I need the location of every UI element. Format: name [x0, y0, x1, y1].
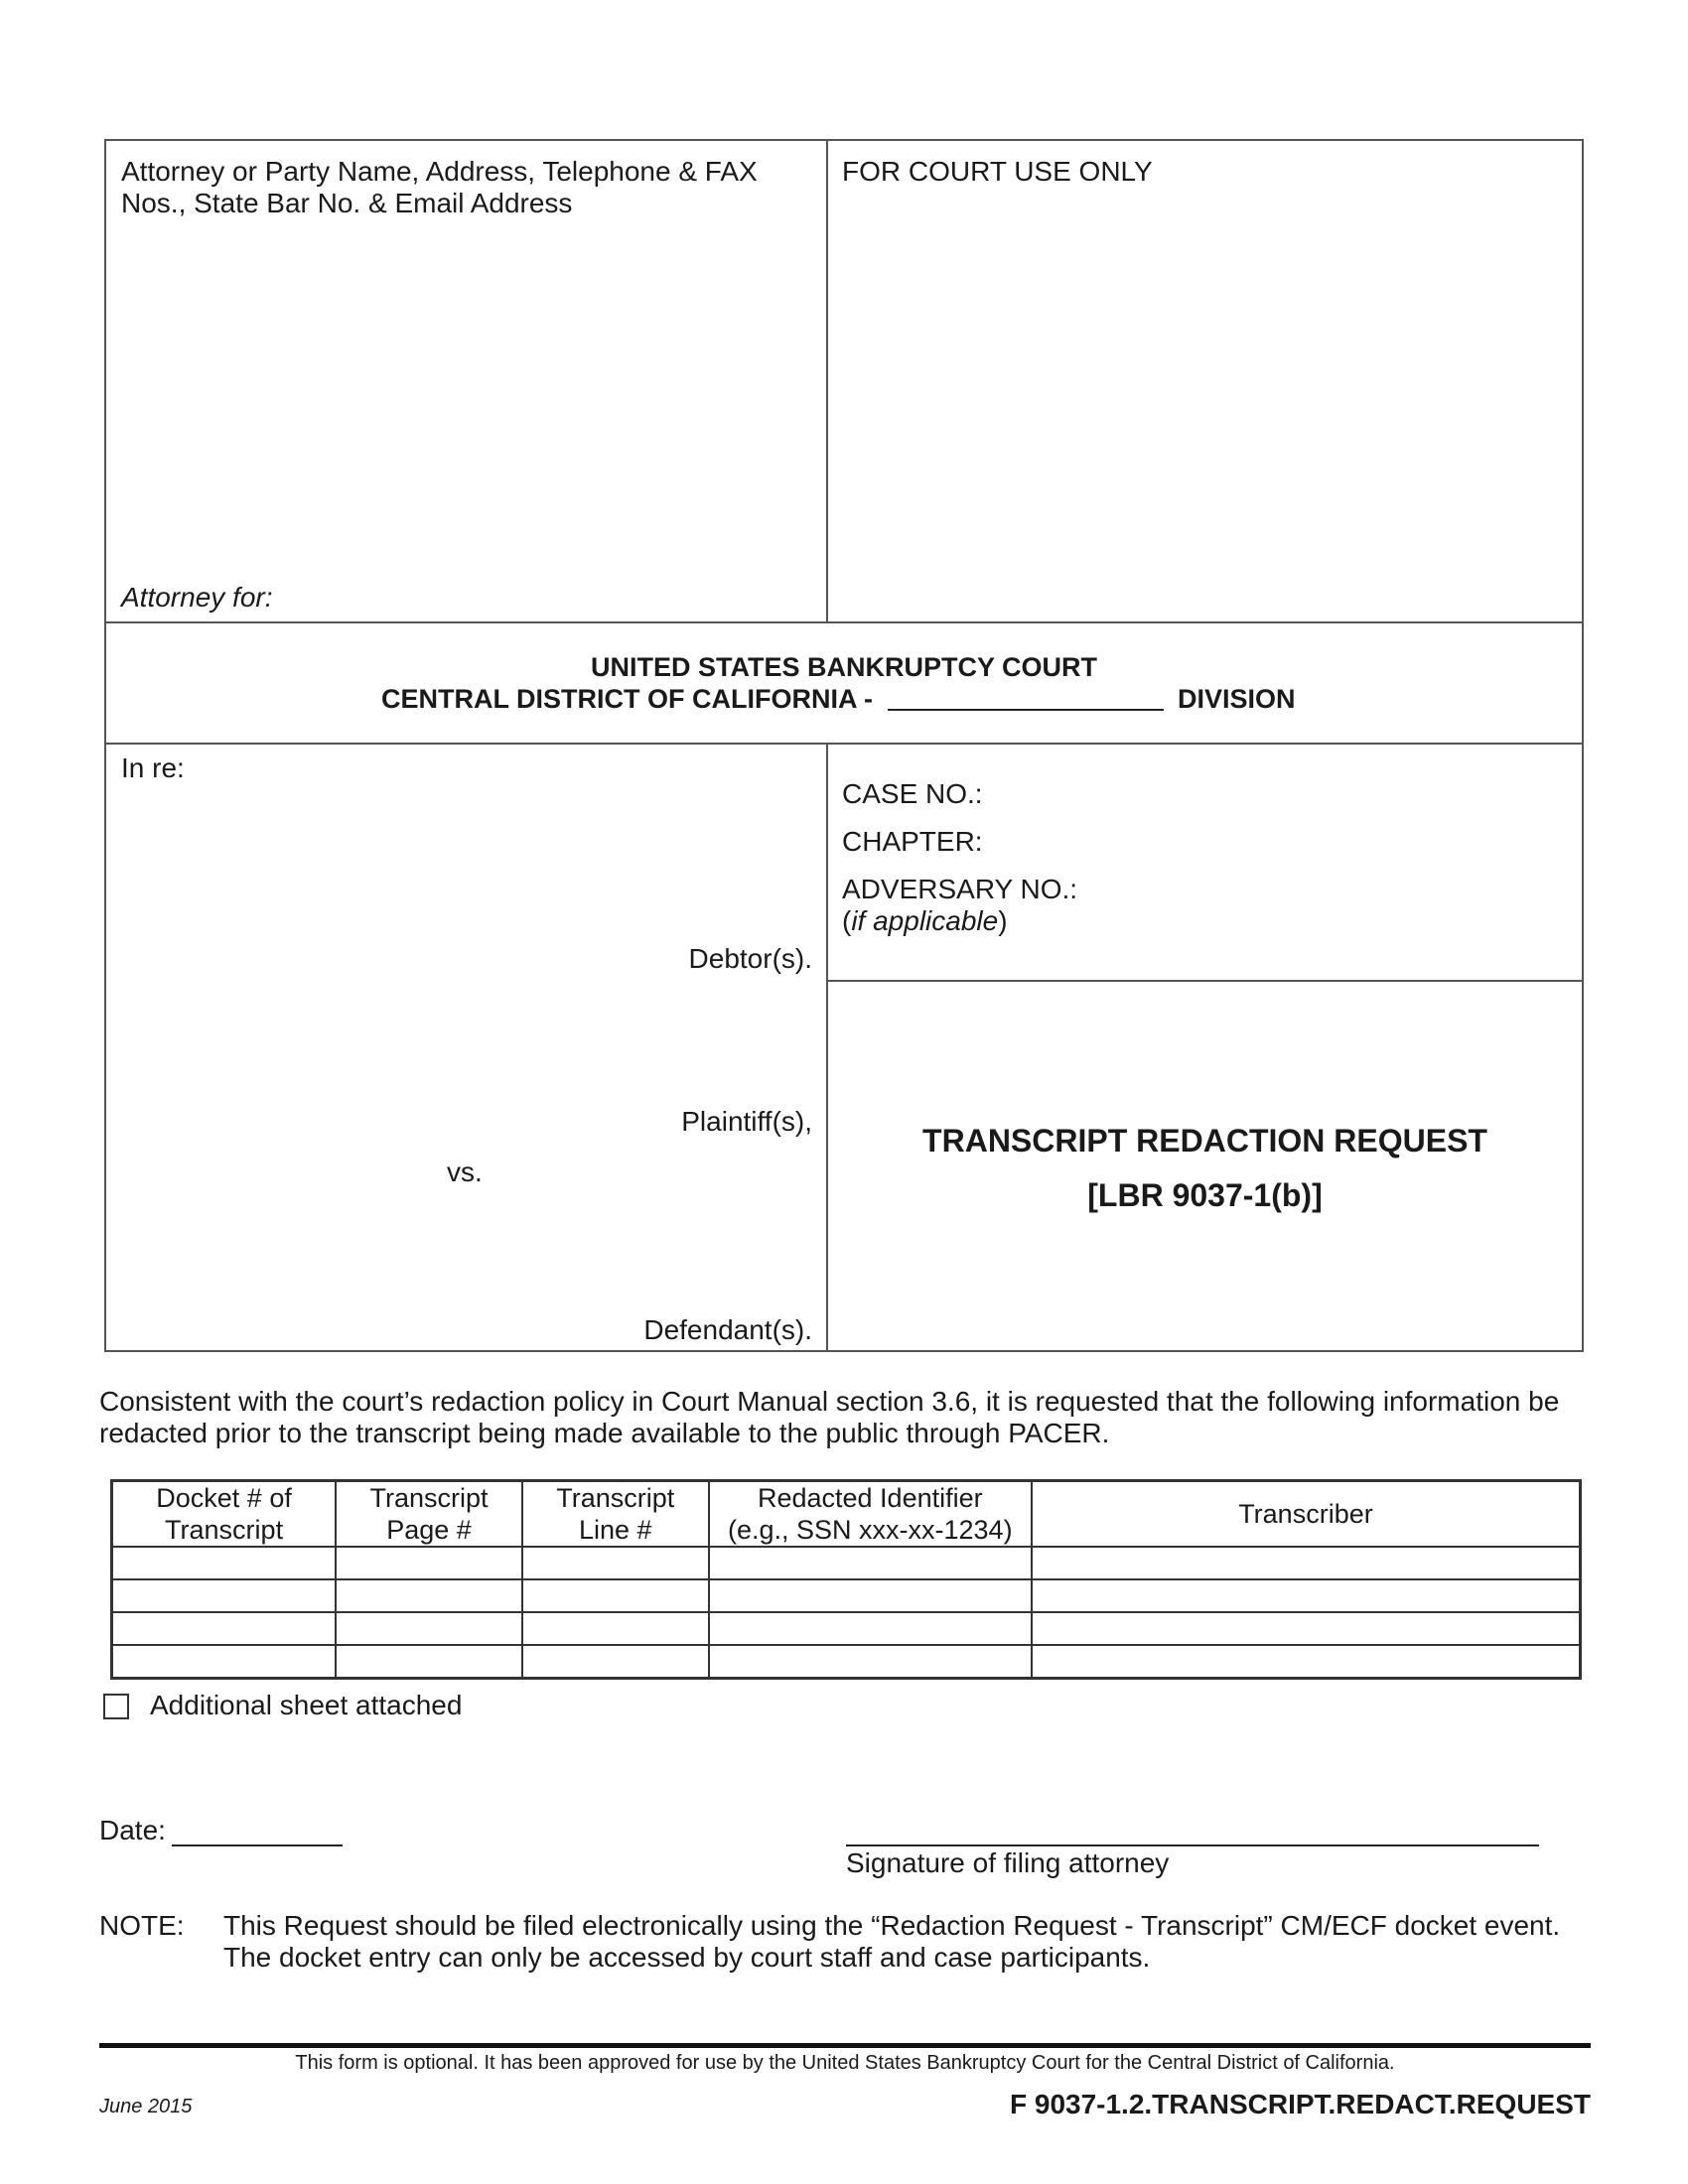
- table-cell[interactable]: [336, 1645, 522, 1679]
- if-applicable-note: [842, 905, 1008, 937]
- col-page-l2: Page #: [386, 1515, 472, 1545]
- caption-hline-3: [826, 980, 1584, 982]
- table-cell[interactable]: [112, 1579, 337, 1612]
- footer-rule: [99, 2043, 1591, 2048]
- table-cell[interactable]: [522, 1547, 709, 1579]
- table-cell[interactable]: [336, 1547, 522, 1579]
- footer-form-id: F 9037-1.2.TRANSCRIPT.REDACT.REQUEST: [1009, 2089, 1591, 2119]
- plaintiffs-label: Plaintiff(s),: [681, 1106, 812, 1137]
- if-applicable-text: if applicable: [851, 905, 999, 936]
- district-line: [381, 683, 1296, 715]
- table-cell[interactable]: [709, 1547, 1032, 1579]
- attorney-label-line2: Nos., State Bar No. & Email Address: [121, 188, 573, 218]
- footer-optional-text: This form is optional. It has been approved for use by the United States Bankruptcy Court for the Central District of California.: [295, 2052, 1395, 2074]
- chapter-label: CHAPTER:: [842, 826, 983, 857]
- col-docket-l2: Transcript: [165, 1515, 284, 1545]
- adversary-no-label: ADVERSARY NO.:: [842, 874, 1078, 904]
- table-cell[interactable]: [1032, 1547, 1581, 1579]
- note-label: NOTE:: [99, 1910, 185, 1941]
- district-suffix: DIVISION: [1178, 684, 1296, 714]
- col-transcriber-header: [1032, 1481, 1581, 1548]
- footer-date: June 2015: [99, 2096, 193, 2117]
- table-cell[interactable]: [522, 1612, 709, 1645]
- col-page-header: [336, 1481, 522, 1548]
- intro-line1: Consistent with the court’s redaction policy in Court Manual section 3.6, it is requested that the following information be: [99, 1386, 1560, 1417]
- table-row: [112, 1612, 1581, 1645]
- table-cell[interactable]: [1032, 1645, 1581, 1679]
- note-line1: This Request should be filed electronically using the “Redaction Request - Transcript” CM/ECF docket event.: [223, 1910, 1561, 1941]
- col-transcriber-l1: Transcriber: [1238, 1499, 1373, 1529]
- table-cell[interactable]: [336, 1579, 522, 1612]
- district-prefix: CENTRAL DISTRICT OF CALIFORNIA -: [381, 684, 873, 714]
- attorney-for-label: Attorney for:: [121, 582, 273, 613]
- if-applicable-open: (: [842, 905, 852, 936]
- col-page-l1: Transcript: [369, 1483, 489, 1513]
- vs-label: vs.: [447, 1157, 483, 1187]
- col-line-l1: Transcript: [556, 1483, 675, 1513]
- form-rule: [LBR 9037-1(b)]: [1087, 1177, 1323, 1213]
- table-cell[interactable]: [1032, 1579, 1581, 1612]
- intro-line2: redacted prior to the transcript being made available to the public through PACER.: [99, 1418, 1110, 1448]
- caption-hline-1: [104, 621, 1584, 623]
- court-name: UNITED STATES BANKRUPTCY COURT: [590, 652, 1097, 682]
- table-cell[interactable]: [709, 1579, 1032, 1612]
- table-cell[interactable]: [709, 1645, 1032, 1679]
- form-title: TRANSCRIPT REDACTION REQUEST: [922, 1123, 1487, 1159]
- table-row: [112, 1547, 1581, 1579]
- date-blank-line[interactable]: [172, 1844, 343, 1846]
- case-no-label: CASE NO.:: [842, 778, 983, 809]
- table-cell[interactable]: [336, 1612, 522, 1645]
- table-cell[interactable]: [112, 1612, 337, 1645]
- col-line-l2: Line #: [578, 1515, 652, 1545]
- table-cell[interactable]: [1032, 1612, 1581, 1645]
- date-label: Date:: [99, 1815, 166, 1845]
- table-cell[interactable]: [112, 1547, 337, 1579]
- col-line-header: [522, 1481, 709, 1548]
- col-identifier-l2: (e.g., SSN xxx-xx-1234): [727, 1515, 1013, 1545]
- note-line2: The docket entry can only be accessed by court staff and case participants.: [223, 1942, 1151, 1973]
- additional-sheet-checkbox[interactable]: [103, 1694, 129, 1719]
- table-row: [112, 1645, 1581, 1679]
- col-identifier-header: [709, 1481, 1032, 1548]
- col-docket-header: [112, 1481, 337, 1548]
- table-header-row: [112, 1481, 1581, 1548]
- if-applicable-close: ): [998, 905, 1008, 936]
- caption-divider-top: [826, 139, 828, 622]
- col-identifier-l1: Redacted Identifier: [757, 1483, 983, 1513]
- signature-line[interactable]: [846, 1844, 1539, 1846]
- defendants-label: Defendant(s).: [643, 1314, 812, 1345]
- additional-sheet-label: Additional sheet attached: [150, 1690, 463, 1720]
- debtors-label: Debtor(s).: [688, 943, 812, 974]
- in-re-label: In re:: [121, 752, 185, 783]
- table-row: [112, 1579, 1581, 1612]
- redaction-table: [110, 1479, 1582, 1680]
- table-cell[interactable]: [112, 1645, 337, 1679]
- table-cell[interactable]: [522, 1579, 709, 1612]
- caption-divider-bottom: [826, 743, 828, 1352]
- table-cell[interactable]: [522, 1645, 709, 1679]
- caption-box: [104, 139, 1584, 1352]
- caption-hline-2: [104, 743, 1584, 745]
- signature-label: Signature of filing attorney: [846, 1847, 1170, 1878]
- division-blank[interactable]: [888, 683, 1164, 711]
- attorney-label-line1: Attorney or Party Name, Address, Telephone & FAX: [121, 156, 758, 187]
- col-docket-l1: Docket # of: [156, 1483, 292, 1513]
- table-cell[interactable]: [709, 1612, 1032, 1645]
- court-use-label: FOR COURT USE ONLY: [842, 156, 1153, 187]
